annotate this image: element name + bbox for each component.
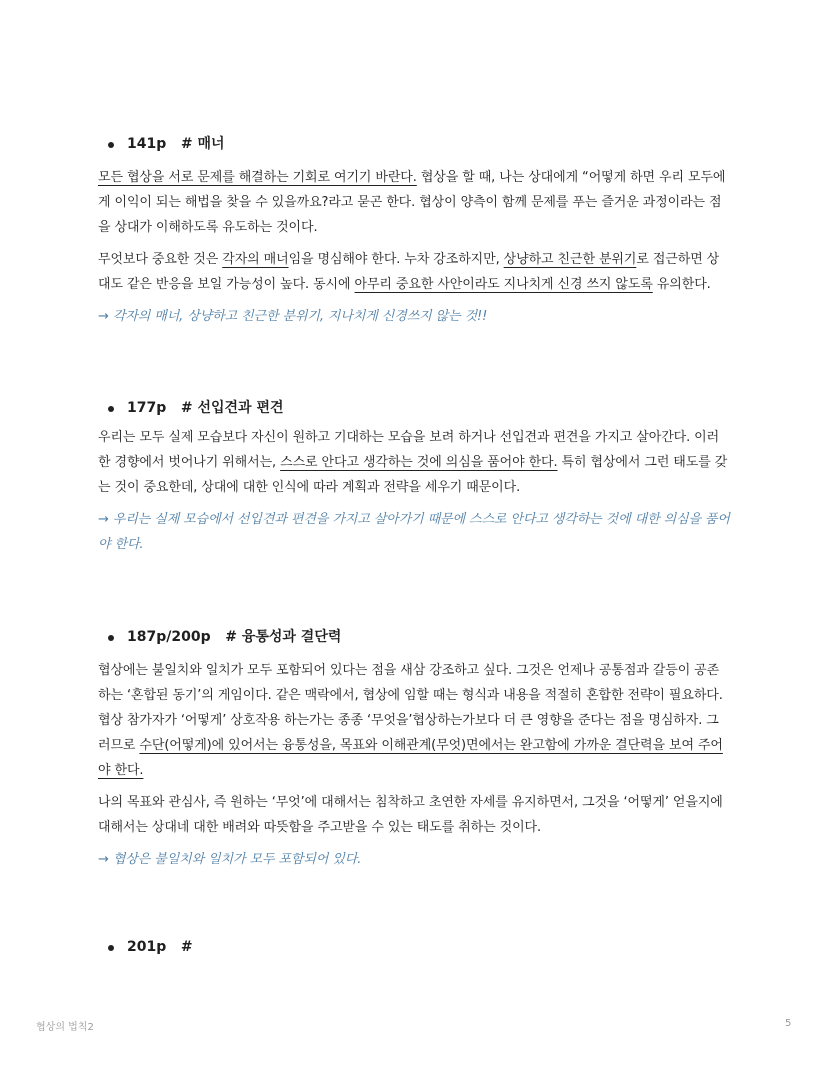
- section-177p: [98, 396, 730, 557]
- bullet-icon: [108, 945, 114, 951]
- body-text: 로 접근하면 상대도 같은 반응을 보일 가능성이 높다. 동시에: [98, 252, 720, 292]
- section-heading: [98, 396, 730, 420]
- heading-tag: # 매너: [180, 136, 225, 152]
- body-text: 유의한다.: [652, 277, 711, 292]
- footer-page-number: 5: [785, 1018, 792, 1029]
- body-text: 협상에는 불일치와 일치가 모두 포함되어 있다는 점을 새삼 강조하고 싶다. 그것은 언제나 공통점과 갈등이 공존하는 ‘혼합된 동기’의 게임이다. 같은 맥락에서, 협상에 임할 때는 형식과 내용을 적절히 혼합한 전략이 필요하다. 협상 참가자가 ‘어떻게’ 상호작용 하는가는 종종 ‘무엇을’협상하는가보다 더 큰 영향을 준다는 점을 명심하자. 그러므로: [98, 663, 723, 753]
- body-text: 무엇보다 중요한 것은: [98, 252, 223, 267]
- underlined-text: 스스로 안다고 생각하는 것에 의심을 품어야 한다.: [280, 455, 558, 470]
- paragraph: [98, 658, 730, 783]
- heading-tag: #: [180, 939, 193, 955]
- section-187p-200p: [98, 625, 730, 872]
- heading-page: 187p/200p: [127, 629, 211, 645]
- heading-page: 201p: [127, 939, 167, 955]
- section-201p: [98, 935, 730, 959]
- body-text: 특히 협상에서 그런 태도를 갖는 것이 중요한데, 상대에 대한 인식에 따라 계획과 전략을 세우기 때문이다.: [98, 455, 728, 495]
- underlined-text: 각자의 매너: [222, 252, 289, 267]
- heading-tag: # 선입견과 편견: [180, 400, 284, 416]
- bullet-icon: [108, 406, 114, 412]
- paragraph: [98, 790, 730, 840]
- paragraph: [98, 425, 730, 500]
- paragraph: [98, 165, 730, 240]
- summary-note: → 협상은 불일치와 일치가 모두 포함되어 있다.: [98, 852, 362, 867]
- heading-page: 141p: [127, 136, 167, 152]
- underlined-text: 모든 협상을 서로 문제를 해결하는 기회로 여기기 바란다.: [98, 170, 417, 185]
- underlined-text: 상냥하고 친근한 분위기: [503, 252, 637, 267]
- section-heading: [98, 132, 730, 156]
- body-text: 임을 명심해야 한다. 누차 강조하지만,: [288, 252, 504, 267]
- heading-page: 177p: [127, 400, 167, 416]
- section-141p: [98, 132, 730, 329]
- paragraph: [98, 247, 730, 297]
- bullet-icon: [108, 142, 114, 148]
- body-text: 협상을 할 때, 나는 상대에게 “어떻게 하면 우리 모두에게 이익이 되는 해법을 찾을 수 있을까요?라고 묻곤 한다. 협상이 양측이 함께 문제를 푸는 즐거운 과정이라는 점을 상대가 이해하도록 유도하는 것이다.: [98, 170, 726, 235]
- footer-doc-title: 협상의 법칙2: [36, 1022, 94, 1033]
- body-text: 나의 목표와 관심사, 즉 원하는 ‘무엇’에 대해서는 침착하고 초연한 자세를 유지하면서, 그것을 ‘어떻게’ 얻을지에 대해서는 상대네 대한 배려와 따뜻함을 주고받을 수 있는 태도를 취하는 것이다.: [98, 795, 723, 835]
- summary-note: → 각자의 매너, 상냥하고 친근한 분위기, 지나치게 신경쓰지 않는 것!!: [98, 309, 488, 324]
- bullet-icon: [108, 635, 114, 641]
- body-text: 우리는 모두 실제 모습보다 자신이 원하고 기대하는 모습을 보려 하거나 선입견과 편견을 가지고 살아간다. 이러한 경향에서 벗어나기 위해서는,: [98, 430, 720, 470]
- underlined-text: 아무리 중요한 사안이라도 지나치게 신경 쓰지 않도록: [354, 277, 653, 292]
- summary-note: → 우리는 실제 모습에서 선입견과 편견을 가지고 살아가기 때문에 스스로 안다고 생각하는 것에 대한 의심을 품어야 한다.: [98, 512, 730, 552]
- underlined-text: 수단(어떻게)에 있어서는 융통성을, 목표와 이해관계(무엇)면에서는 완고함에 가까운 결단력을 보여 주어야 한다.: [98, 738, 723, 778]
- heading-tag: # 융통성과 결단력: [225, 629, 342, 645]
- section-heading: [98, 625, 730, 649]
- section-heading: [98, 935, 730, 959]
